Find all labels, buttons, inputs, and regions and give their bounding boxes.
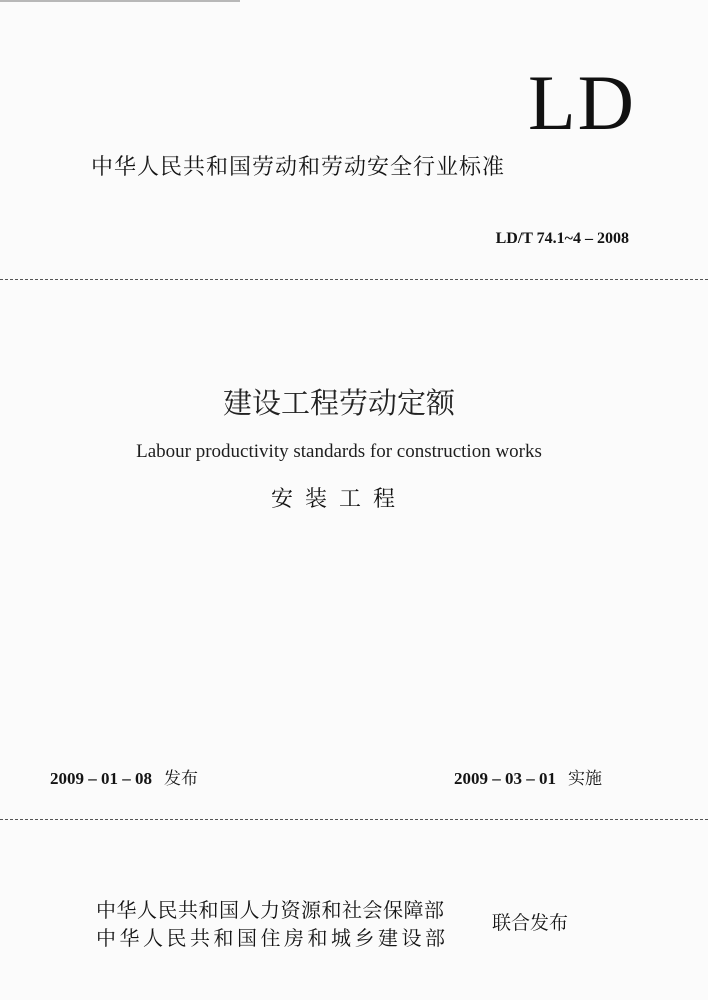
joint-publish-label: 联合发布: [492, 912, 569, 934]
effective-date: 2009 – 03 – 01: [454, 769, 556, 788]
standard-number: LD/T 74.1~4 – 2008: [495, 230, 629, 247]
document-title-english: Labour productivity standards for construction works: [136, 441, 542, 462]
effective-label: 实施: [568, 769, 602, 789]
scan-edge-line: [0, 0, 240, 2]
top-divider: [0, 279, 708, 280]
issue-date: 2009 – 01 – 08: [50, 769, 152, 788]
document-title-chinese: 建设工程劳动定额: [222, 386, 455, 420]
issue-label: 发布: [164, 769, 198, 789]
document-subtitle: 安装工程: [270, 487, 407, 512]
issuer-hrss: 中华人民共和国人力资源和社会保障部: [96, 898, 445, 922]
bottom-divider: [0, 819, 708, 820]
issue-date-row: [50, 766, 198, 792]
issuing-authorities: [96, 896, 449, 952]
standard-category: 中华人民共和国劳动和劳动安全行业标准: [91, 155, 506, 180]
effective-date-row: [454, 766, 602, 792]
issuer-mohurd: 中华人民共和国住房和城乡建设部: [96, 926, 449, 950]
standard-code-mark: LD: [528, 59, 636, 146]
